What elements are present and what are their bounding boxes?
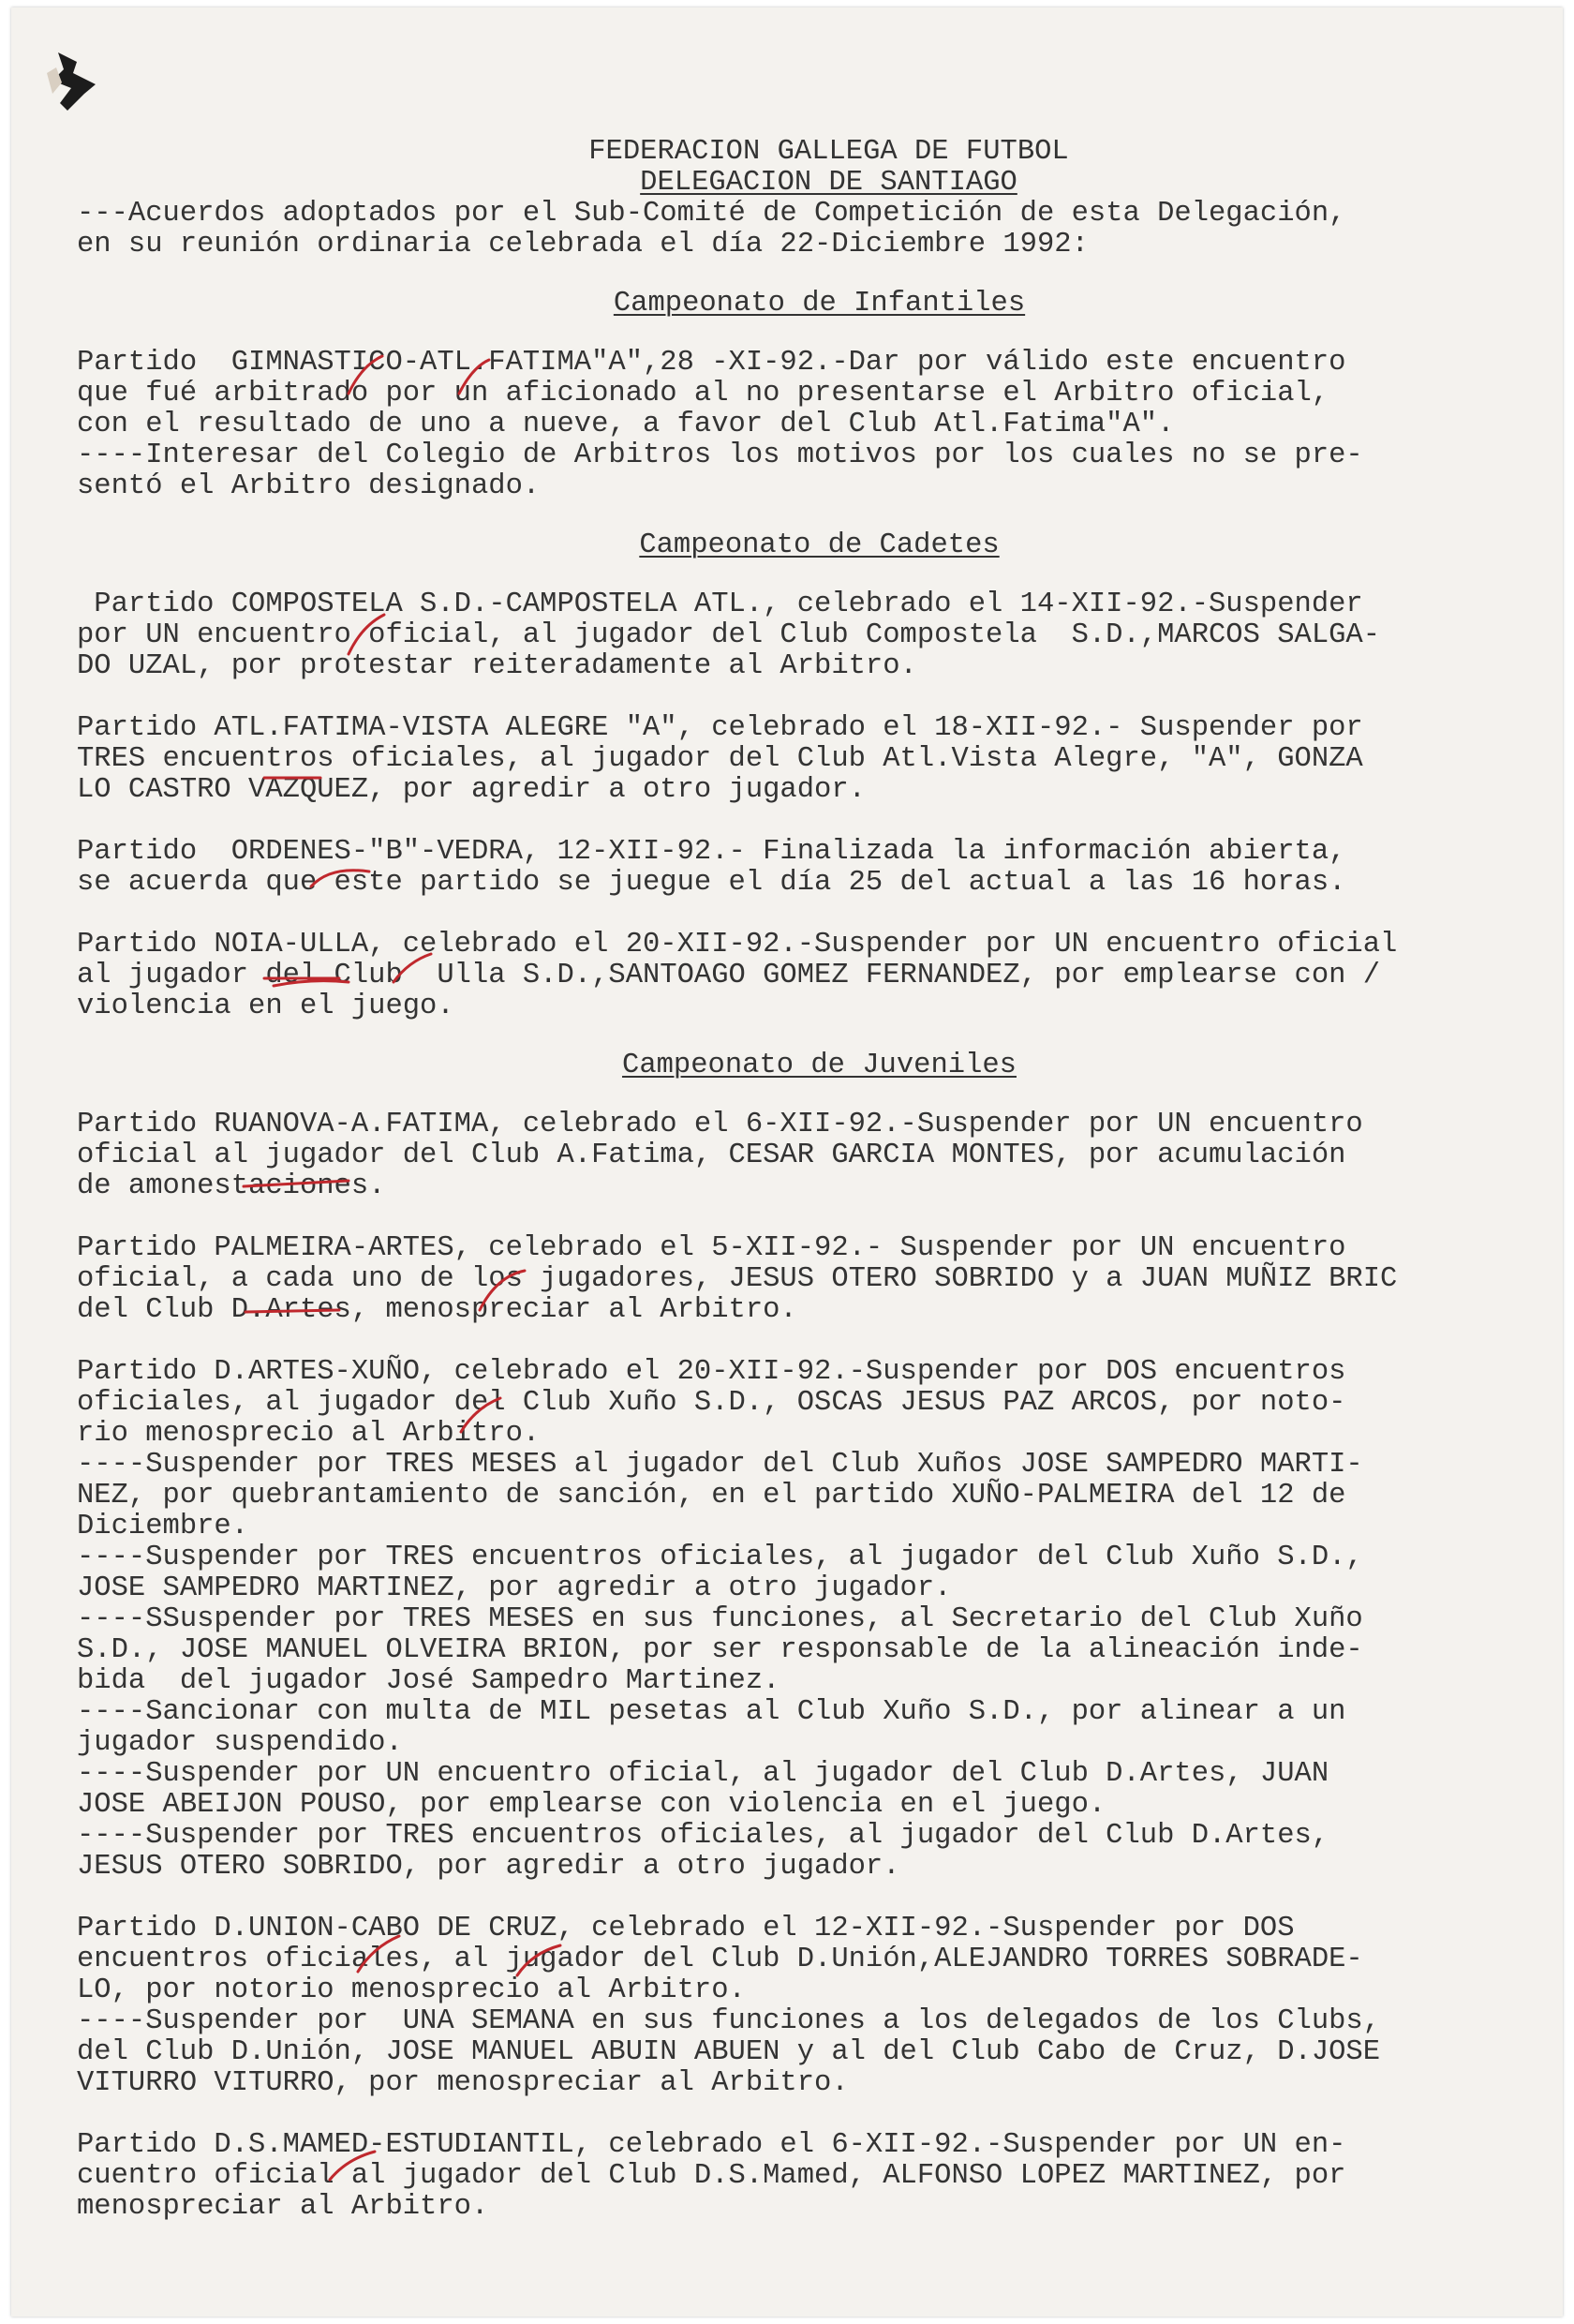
text-line: menospreciar al Arbitro. (77, 2191, 489, 2223)
text-line: DO UZAL, por protestar reiteradamente al Arbitro. (77, 650, 917, 682)
text-line: de amonestaciones. (77, 1170, 386, 1202)
text-line: sentó el Arbitro designado. (77, 470, 541, 502)
paragraph (77, 930, 1562, 1022)
text-line: NEZ, por quebrantamiento de sanción, en el partido XUÑO-PALMEIRA del 12 de (77, 1480, 1346, 1512)
text-line: del Club D.Artes, menospreciar al Arbitro. (77, 1294, 797, 1326)
text-line: bida del jugador José Sampedro Martinez. (77, 1665, 780, 1697)
text-line: JESUS OTERO SOBRIDO, por agredir a otro jugador. (77, 1851, 900, 1883)
paragraph (77, 1110, 1562, 1202)
text-line: oficial al jugador del Club A.Fatima, CESAR GARCIA MONTES, por acumulación (77, 1140, 1346, 1171)
text-line: ----Suspender por TRES encuentros oficiales, al jugador del Club D.Artes, (77, 1820, 1329, 1852)
section-title-juveniles: Campeonato de Juveniles (622, 1050, 1017, 1081)
text-line: ---Acuerdos adoptados por el Sub-Comité de Competición de esta Delegación, (77, 198, 1346, 230)
paragraph (77, 2130, 1562, 2223)
text-line: ----SSuspender por TRES MESES en sus funciones, al Secretario del Club Xuño (77, 1603, 1363, 1635)
text-line: Partido COMPOSTELA S.D.-CAMPOSTELA ATL., celebrado el 14-XII-92.-Suspender (77, 588, 1363, 620)
text-line: rio menosprecio al Arbitro. (77, 1418, 541, 1450)
header-federation: FEDERACION GALLEGA DE FUTBOL (588, 136, 1069, 168)
text-line: en su reunión ordinaria celebrada el día 22-Diciembre 1992: (77, 229, 1089, 261)
text-line: violencia en el juego. (77, 991, 454, 1022)
text-line: Partido GIMNASTICO-ATL.FATIMA"A",28 -XI-92.-Dar por válido este encuentro (77, 347, 1346, 379)
text-line: cuentro oficial al jugador del Club D.S.Mamed, ALFONSO LOPEZ MARTINEZ, por (77, 2160, 1346, 2192)
text-line: LO CASTRO VAZQUEZ, por agredir a otro jugador. (77, 774, 866, 806)
section-title-infantiles: Campeonato de Infantiles (613, 288, 1026, 320)
text-line: Diciembre. (77, 1511, 249, 1542)
paragraph (77, 1914, 1562, 2099)
document-header (96, 137, 1562, 199)
text-line: del Club D.Unión, JOSE MANUEL ABUIN ABUEN y al del Club Cabo de Cruz, D.JOSE (77, 2036, 1381, 2068)
text-line: Partido D.ARTES-XUÑO, celebrado el 20-XII-92.-Suspender por DOS encuentros (77, 1356, 1346, 1388)
text-line: Partido D.S.MAMED-ESTUDIANTIL, celebrado el 6-XII-92.-Suspender por UN en- (77, 2129, 1346, 2161)
torn-corner-mark (39, 45, 105, 120)
text-line: por UN encuentro oficial, al jugador del Club Compostela S.D.,MARCOS SALGA- (77, 619, 1381, 651)
intro-paragraph (77, 199, 1562, 261)
text-line: Partido PALMEIRA-ARTES, celebrado el 5-XII-92.- Suspender por UN encuentro (77, 1232, 1346, 1264)
text-line: S.D., JOSE MANUEL OLVEIRA BRION, por ser responsable de la alineación inde- (77, 1634, 1363, 1666)
text-line: ----Sancionar con multa de MIL pesetas al Club Xuño S.D., por alinear a un (77, 1696, 1346, 1728)
document-body (77, 137, 1562, 2223)
text-line: Partido ORDENES-"B"-VEDRA, 12-XII-92.- Finalizada la información abierta, (77, 836, 1346, 868)
paragraph (77, 1357, 1562, 1883)
text-line: encuentros oficiales, al jugador del Club D.Unión,ALEJANDRO TORRES SOBRADE- (77, 1944, 1363, 1975)
text-line: JOSE ABEIJON POUSO, por emplearse con violencia en el juego. (77, 1789, 1106, 1821)
section-title-cadetes: Campeonato de Cadetes (639, 529, 1000, 561)
text-line: Partido D.UNION-CABO DE CRUZ, celebrado el 12-XII-92.-Suspender por DOS (77, 1913, 1295, 1944)
text-line: que fué arbitrado por un aficionado al no presentarse el Arbitro oficial, (77, 378, 1329, 410)
text-line: Partido NOIA-ULLA, celebrado el 20-XII-92.-Suspender por UN encuentro oficial (77, 929, 1398, 961)
paragraph (77, 713, 1562, 806)
text-line: VITURRO VITURRO, por menospreciar al Arbitro. (77, 2067, 849, 2099)
paragraph (77, 1233, 1562, 1326)
text-line: jugador suspendido. (77, 1727, 403, 1759)
text-line: ----Suspender por TRES MESES al jugador del Club Xuños JOSE SAMPEDRO MARTI- (77, 1449, 1363, 1481)
text-line: Partido ATL.FATIMA-VISTA ALEGRE "A", celebrado el 18-XII-92.- Suspender por (77, 712, 1363, 744)
text-line: con el resultado de uno a nueve, a favor del Club Atl.Fatima"A". (77, 409, 1175, 440)
text-line: ----Suspender por UNA SEMANA en sus funciones a los delegados de los Clubs, (77, 2005, 1381, 2037)
header-delegation: DELEGACION DE SANTIAGO (640, 167, 1017, 199)
text-line: ----Suspender por TRES encuentros oficiales, al jugador del Club Xuño S.D., (77, 1542, 1363, 1573)
text-line: ----Suspender por UN encuentro oficial, al jugador del Club D.Artes, JUAN (77, 1758, 1329, 1790)
text-line: ----Interesar del Colegio de Arbitros los motivos por los cuales no se pre- (77, 439, 1363, 471)
text-line: se acuerda que este partido se juegue el día 25 del actual a las 16 horas. (77, 867, 1346, 899)
text-line: JOSE SAMPEDRO MARTINEZ, por agredir a otro jugador. (77, 1572, 952, 1604)
paragraph (77, 837, 1562, 899)
text-line: LO, por notorio menosprecio al Arbitro. (77, 1974, 746, 2006)
text-line: oficial, a cada uno de los jugadores, JESUS OTERO SOBRIDO y a JUAN MUÑIZ BRIC (77, 1263, 1398, 1295)
text-line: oficiales, al jugador del Club Xuño S.D., OSCAS JESUS PAZ ARCOS, por noto- (77, 1387, 1346, 1419)
text-line: Partido RUANOVA-A.FATIMA, celebrado el 6-XII-92.-Suspender por UN encuentro (77, 1109, 1363, 1140)
paragraph (77, 348, 1562, 502)
text-line: TRES encuentros oficiales, al jugador del Club Atl.Vista Alegre, "A", GONZA (77, 743, 1363, 775)
paragraph (77, 589, 1562, 682)
document-page (11, 7, 1563, 2317)
text-line: al jugador del Club Ulla S.D.,SANTOAGO GOMEZ FERNANDEZ, por emplearse con / (77, 960, 1381, 991)
